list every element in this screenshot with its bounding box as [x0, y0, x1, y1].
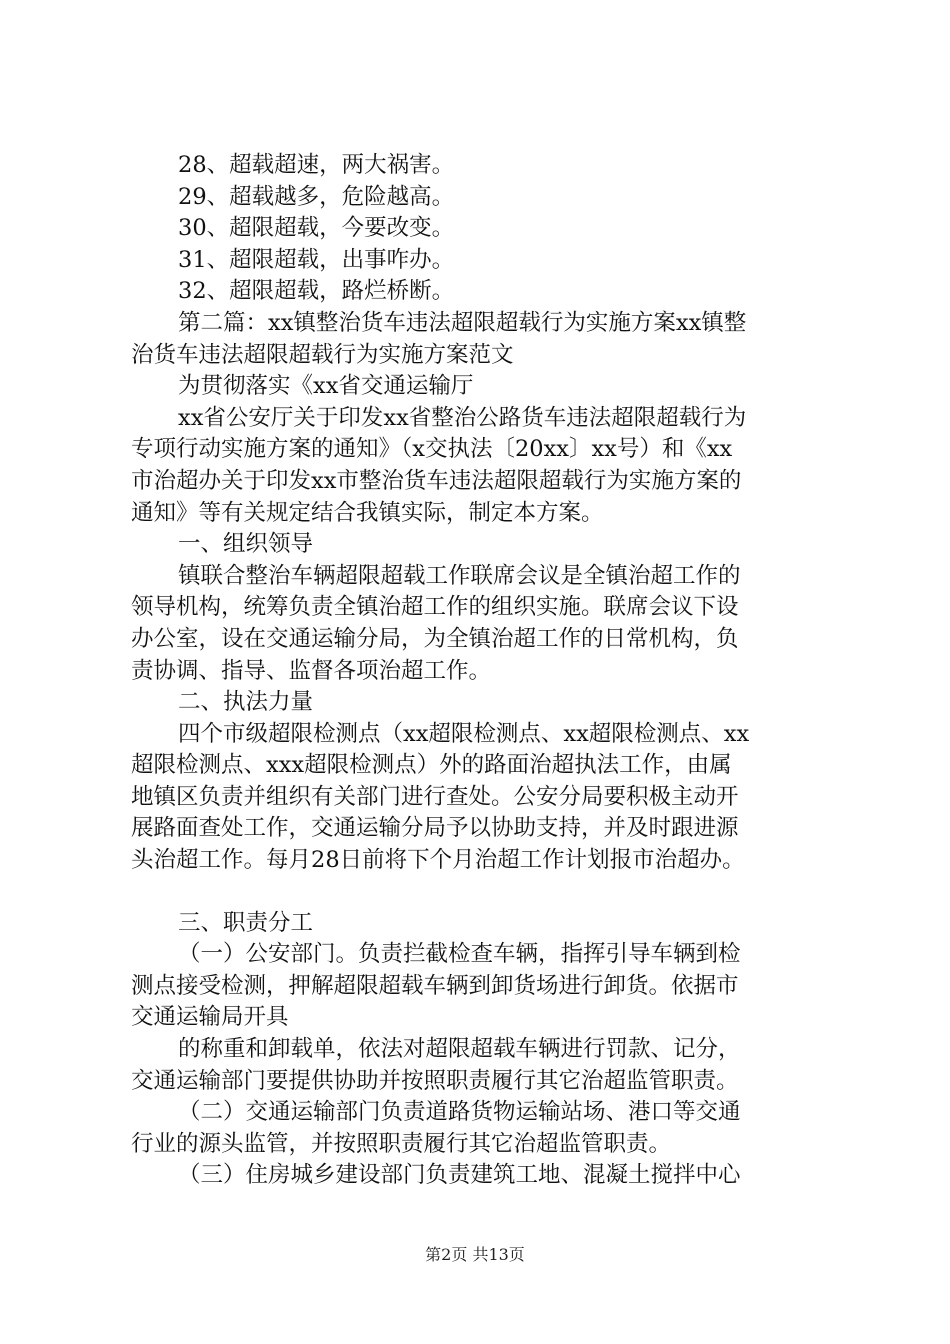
paragraph-line: （二）交通运输部门负责道路货物运输站场、港口等交通: [178, 1099, 741, 1126]
subheading: 三、职责分工: [178, 909, 314, 936]
paragraph-line: 交通运输部门要提供协助并按照职责履行其它治超监管职责。: [131, 1067, 739, 1094]
subheading: 二、执法力量: [178, 689, 314, 716]
paragraph-line: 责协调、指导、监督各项治超工作。: [131, 657, 492, 684]
paragraph-line: 超限检测点、xxx超限检测点）外的路面治超执法工作，由属: [131, 752, 732, 779]
paragraph-line: 头治超工作。每月28日前将下个月治超工作计划报市治超办。: [131, 847, 745, 874]
paragraph-line: 四个市级超限检测点（xx超限检测点、xx超限检测点、xx: [178, 720, 750, 747]
list-item: 29、超载越多，危险越高。: [178, 183, 455, 210]
paragraph-line: 市治超办关于印发xx市整治货车违法超限超载行为实施方案的: [131, 467, 742, 494]
list-item: 30、超限超载，今要改变。: [178, 215, 455, 242]
paragraph-line: xx省公安厅关于印发xx省整治公路货车违法超限超载行为: [178, 404, 747, 431]
section-heading-continued: 治货车违法超限超载行为实施方案范文: [131, 341, 514, 368]
list-item: 28、超载超速，两大祸害。: [178, 152, 455, 178]
paragraph-line: 镇联合整治车辆超限超载工作联席会议是全镇治超工作的: [178, 562, 741, 589]
paragraph-line: 展路面查处工作，交通运输分局予以协助支持，并及时跟进源: [131, 815, 739, 842]
paragraph-line: 交通运输局开具: [131, 1004, 289, 1031]
paragraph-line: 地镇区负责并组织有关部门进行查处。公安分局要积极主动开: [131, 783, 739, 810]
list-item: 31、超限超载，出事咋办。: [178, 246, 455, 273]
paragraph-line: 办公室，设在交通运输分局，为全镇治超工作的日常机构，负: [131, 625, 739, 652]
paragraph-line: 行业的源头监管，并按照职责履行其它治超监管职责。: [131, 1130, 672, 1157]
paragraph-line: （三）住房城乡建设部门负责建筑工地、混凝土搅拌中心: [178, 1162, 741, 1189]
paragraph-line: 为贯彻落实《xx省交通运输厅: [178, 373, 474, 400]
paragraph-line: 通知》等有关规定结合我镇实际，制定本方案。: [131, 499, 604, 526]
document-body: [131, 150, 831, 1192]
paragraph-gap: [131, 877, 831, 908]
section-heading: 第二篇：xx镇整治货车违法超限超载行为实施方案xx镇整: [178, 309, 747, 336]
subheading: 一、组织领导: [178, 531, 314, 558]
paragraph-line: 测点接受检测，押解超限超载车辆到卸货场进行卸货。依据市: [131, 972, 739, 999]
paragraph-line: （一）公安部门。负责拦截检查车辆，指挥引导车辆到检: [178, 941, 741, 968]
page-footer: 第2页 共13页: [425, 1245, 525, 1264]
paragraph-line: 领导机构，统筹负责全镇治超工作的组织实施。联席会议下设: [131, 594, 739, 621]
list-item: 32、超限超载，路烂桥断。: [178, 278, 455, 305]
paragraph-line: 的称重和卸载单，依法对超限超载车辆进行罚款、记分，: [178, 1036, 741, 1063]
paragraph-line: 专项行动实施方案的通知》（x交执法〔20xx〕xx号）和《xx: [131, 436, 733, 463]
